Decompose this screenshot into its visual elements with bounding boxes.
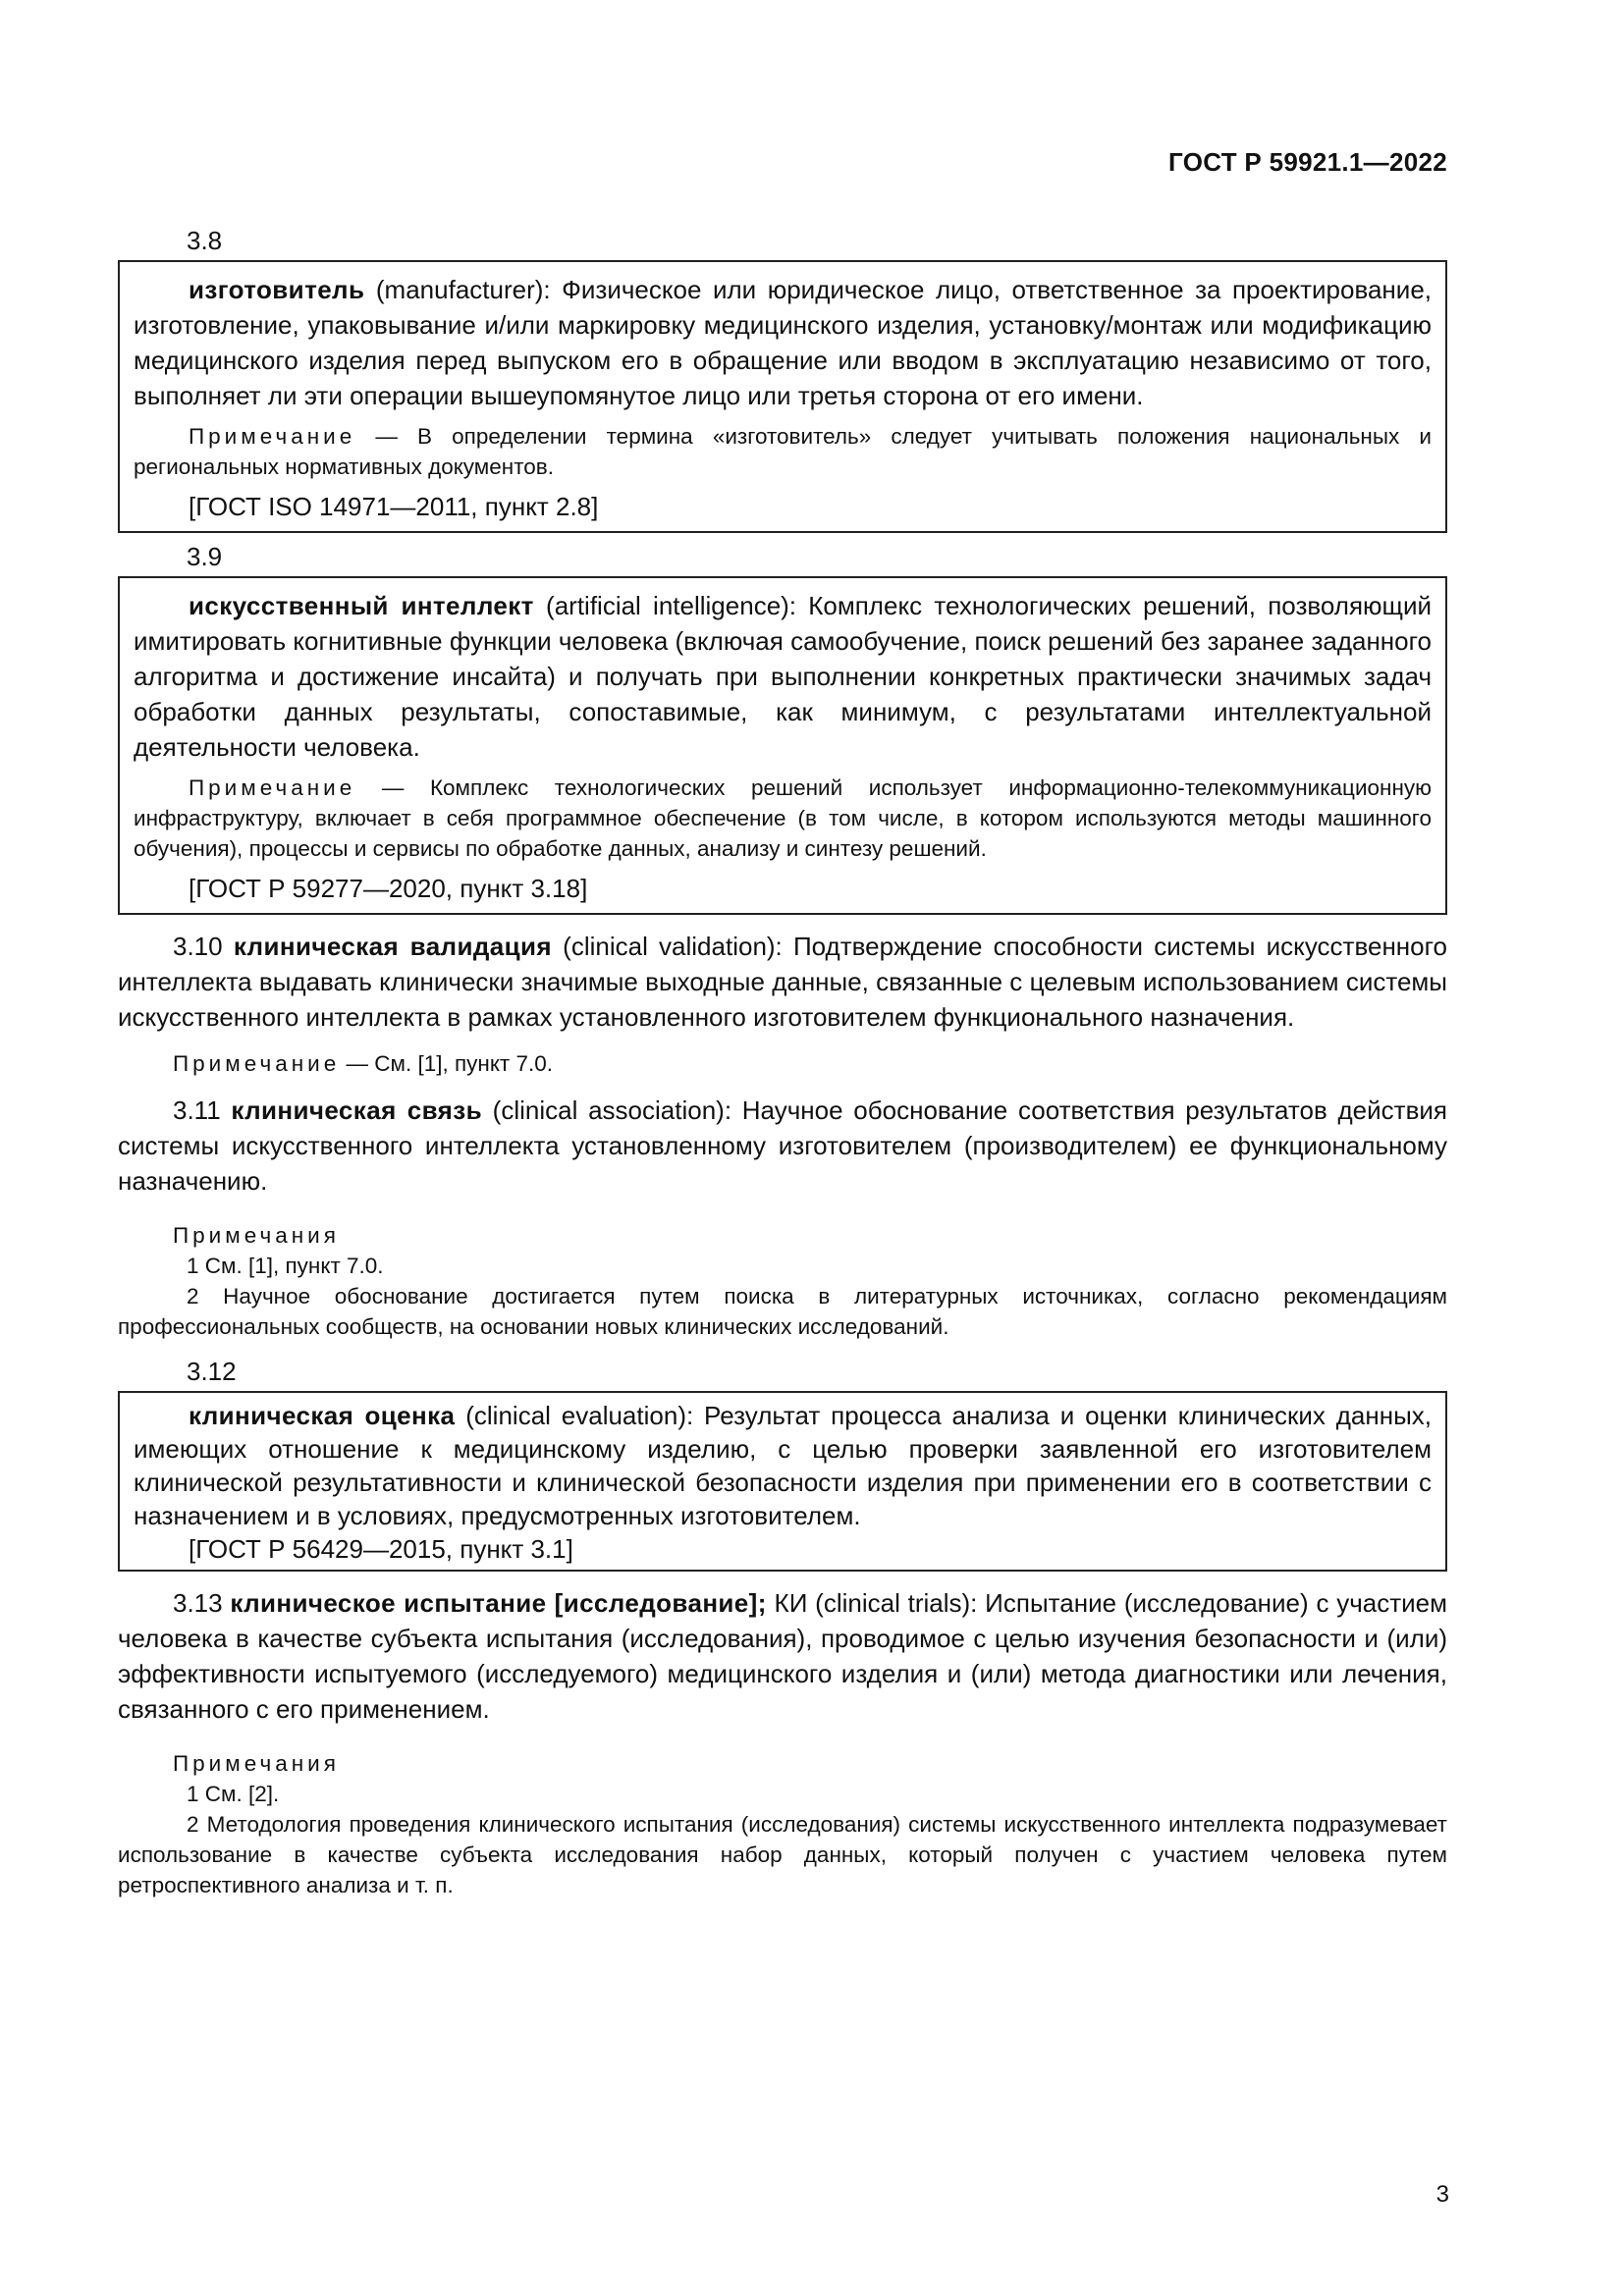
note: [134, 421, 1432, 482]
note-item: 2 Методология проведения клинического испытания (исследования) системы искусственного интеллекта подразумевает использование в качестве субъекта исследования набор данных, который получен с участием человека путем ретроспективного анализа и т. п.: [118, 1812, 1447, 1897]
definition-box: [118, 260, 1447, 533]
notes-heading: Примечания: [173, 1223, 340, 1248]
section-number: 3.12: [187, 1357, 237, 1386]
definition-body: (clinical validation): Подтверждение способности системы искусственного интеллекта выдавать клинически значимые выходные данные, связанные с целевым использованием системы искусственного интеллекта в рамках установленного изготовителем функционального назначения.: [118, 932, 1447, 1032]
document-code: ГОСТ Р 59921.1—2022: [1168, 147, 1447, 177]
page-number: 3: [1435, 2181, 1449, 2208]
definition-text: [118, 1093, 1447, 1199]
definition-box: [118, 1391, 1447, 1572]
term: клиническое испытание [исследование];: [230, 1588, 767, 1618]
note-label: Примечание: [189, 424, 356, 449]
note-text: — Комплекс технологических решений использует информационно-телекоммуникационную инфраструктуру, включает в себя программное обеспечение (в том числе, в котором используются методы машинного обучения), процессы и сервисы по обработке данных, анализу и синтезу решений.: [134, 775, 1432, 861]
source-reference: [ГОСТ ISO 14971—2011, пункт 2.8]: [189, 492, 599, 521]
term: клиническая валидация: [233, 932, 552, 961]
source-reference: [ГОСТ Р 56429—2015, пункт 3.1]: [189, 1534, 573, 1564]
term: клиническая связь: [231, 1095, 482, 1125]
section-number: 3.11: [173, 1095, 232, 1125]
definition-text: [134, 1399, 1432, 1532]
term: изготовитель: [189, 275, 365, 304]
note-item: 2 Научное обоснование достигается путем поиска в литературных источниках, согласно рекомендациям профессиональных сообществ, на основании новых клинических исследований.: [118, 1284, 1447, 1339]
definition-text: [134, 588, 1432, 765]
note-label: Примечание: [189, 775, 356, 800]
definition-body: (clinical evaluation): Результат процесса анализа и оценки клинических данных, имеющих отношение к медицинскому изделию, с целью проверки заявленной его изготовителем клинической результативности и клинической безопасности изделия при применении его в соответствии с назначением и в условиях, предусмотренных изготовителем.: [134, 1401, 1432, 1530]
definition-text: [118, 929, 1447, 1035]
page-content: [118, 221, 1447, 1900]
note-text: — В определении термина «изготовитель» следует учитывать положения национальных и региональных нормативных документов.: [134, 424, 1432, 479]
section-number: 3.13: [173, 1588, 231, 1618]
definition-body: (clinical association): Научное обоснование соответствия результатов действия системы искусственного интеллекта установленному изготовителем (производителем) ее функциональному назначению.: [118, 1095, 1447, 1196]
note-label: Примечание: [173, 1051, 341, 1076]
definition-text: [134, 272, 1432, 413]
note: [134, 773, 1432, 864]
definition-text: [118, 1585, 1447, 1727]
note-item: 1 См. [1], пункт 7.0.: [187, 1254, 384, 1278]
source-reference: [ГОСТ Р 59277—2020, пункт 3.18]: [189, 874, 588, 903]
section-number: 3.10: [173, 932, 234, 961]
term: клиническая оценка: [189, 1401, 456, 1430]
definition-box: [118, 576, 1447, 915]
note-item: 1 См. [2].: [187, 1782, 280, 1806]
section-number: 3.9: [187, 542, 223, 571]
definition-body: (manufacturer): Физическое или юридическое лицо, ответственное за проектирование, изготовление, упаковывание и/или маркировку медицинского изделия, установку/монтаж или модификацию медицинского изделия перед выпуском его в обращение или вводом в эксплуатацию независимо от того, выполняет ли эти операции вышеупомянутое лицо или третья сторона от его имени.: [134, 275, 1432, 410]
notes-heading: Примечания: [173, 1751, 340, 1776]
section-number: 3.8: [187, 226, 223, 255]
note-text: — См. [1], пункт 7.0.: [340, 1051, 554, 1076]
note: [118, 1048, 1447, 1079]
definition-body: (artificial intelligence): Комплекс технологических решений, позволяющий имитировать когнитивные функции человека (включая самообучение, поиск решений без заранее заданного алгоритма и достижение инсайта) и получать при выполнении конкретных практически значимых задач обработки данных результаты, сопоставимые, как минимум, с результатами интеллектуальной деятельности человека.: [134, 591, 1432, 762]
definition-body: КИ (clinical trials): Испытание (исследование) с участием человека в качестве субъекта испытания (исследования), проводимое с целью изучения безопасности и (или) эффективности испытуемого (исследуемого) медицинского изделия и (или) метода диагностики или лечения, связанного с его применением.: [118, 1588, 1447, 1724]
term: искусственный интеллект: [189, 591, 534, 620]
